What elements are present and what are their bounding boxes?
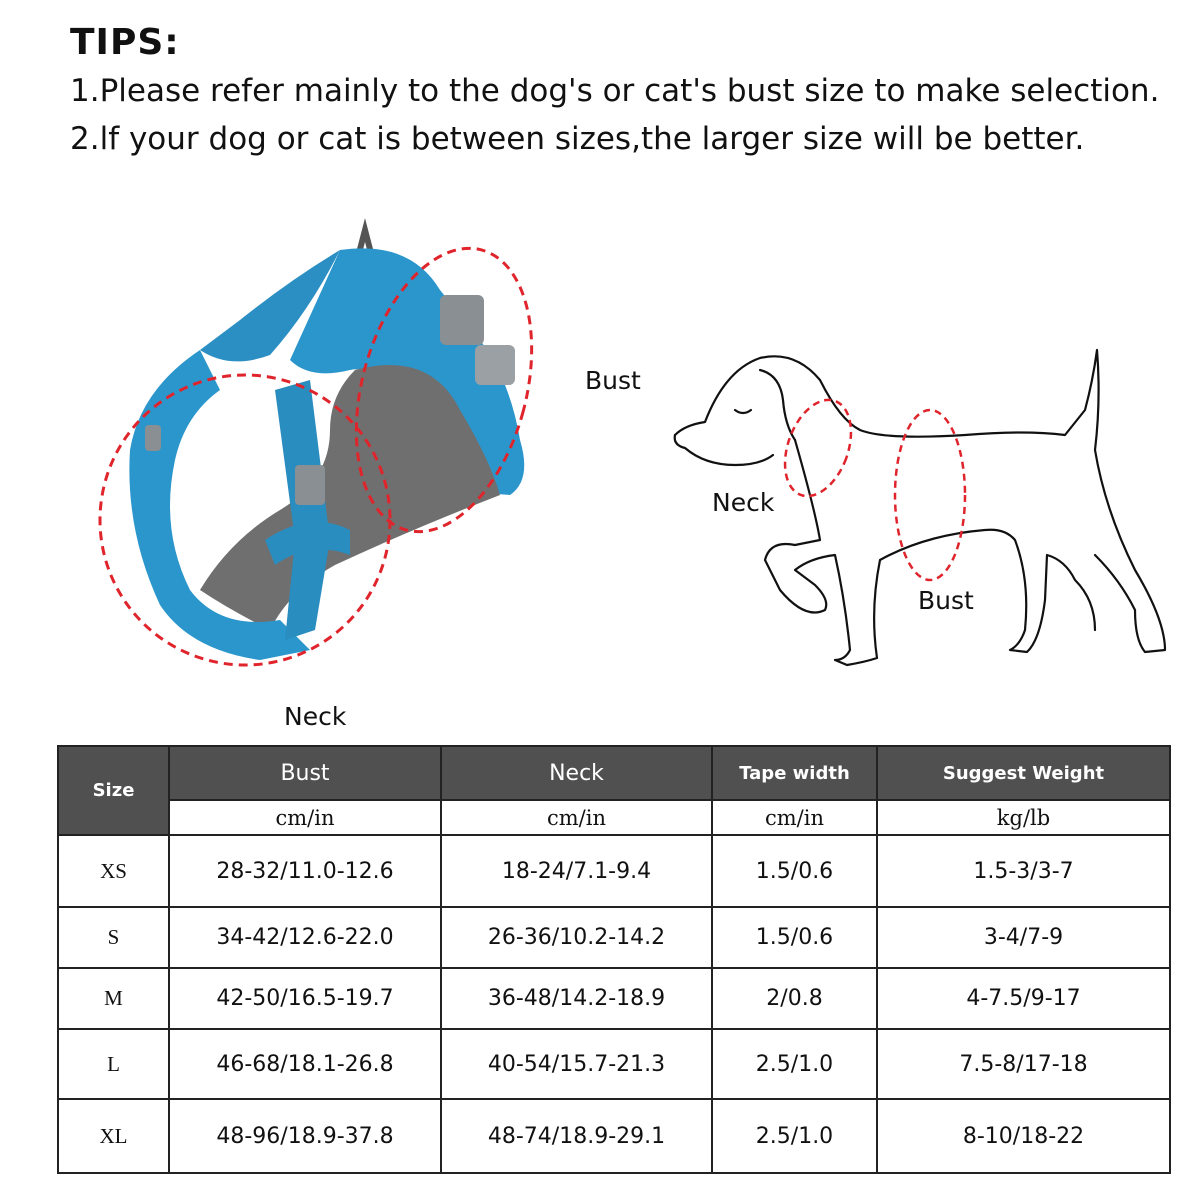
dog-muzzle [675, 435, 773, 465]
row-neck: 26-36/10.2-14.2 [441, 907, 712, 968]
table-row [58, 968, 1170, 1029]
dog-eye [735, 410, 751, 413]
row-neck: 36-48/14.2-18.9 [441, 968, 712, 1029]
table-row [58, 1099, 1170, 1173]
tips-line-1: 1.Please refer mainly to the dog's or cat's bust size to make selection. [70, 73, 1160, 109]
row-size: XL [58, 1099, 169, 1173]
dog-neck-label: Neck [712, 488, 775, 517]
row-tape: 1.5/0.6 [712, 907, 877, 968]
buckle-top [440, 295, 484, 345]
row-bust: 28-32/11.0-12.6 [169, 835, 441, 907]
row-tape: 2.5/1.0 [712, 1029, 877, 1099]
row-weight: 8-10/18-22 [877, 1099, 1170, 1173]
tips-section [70, 22, 1180, 163]
row-weight: 3-4/7-9 [877, 907, 1170, 968]
row-neck: 48-74/18.9-29.1 [441, 1099, 712, 1173]
harness-drawing [80, 210, 580, 690]
header-bust: Bust [169, 746, 441, 800]
header-size: Size [58, 746, 169, 835]
row-weight: 1.5-3/3-7 [877, 835, 1170, 907]
row-weight: 7.5-8/17-18 [877, 1029, 1170, 1099]
dog-ear [760, 370, 795, 440]
header-tape: Tape width [712, 746, 877, 800]
row-bust: 34-42/12.6-22.0 [169, 907, 441, 968]
unit-bust: cm/in [169, 800, 441, 835]
buckle-neck [145, 425, 161, 451]
row-weight: 4-7.5/9-17 [877, 968, 1170, 1029]
dog-neck-marker [773, 391, 864, 505]
table-header-row [58, 746, 1170, 800]
dog-legs-outline [765, 440, 1095, 665]
header-weight: Suggest Weight [877, 746, 1170, 800]
row-bust: 42-50/16.5-19.7 [169, 968, 441, 1029]
buckle-chest [295, 465, 325, 505]
tips-title: TIPS: [70, 22, 180, 63]
buckle-adjust [475, 345, 515, 385]
tips-line-2: 2.lf your dog or cat is between sizes,the larger size will be better. [70, 121, 1085, 157]
row-tape: 2.5/1.0 [712, 1099, 877, 1173]
row-size: L [58, 1029, 169, 1099]
dog-bust-label: Bust [918, 586, 974, 615]
row-bust: 48-96/18.9-37.8 [169, 1099, 441, 1173]
table-row [58, 1029, 1170, 1099]
table-unit-row [58, 800, 1170, 835]
row-tape: 1.5/0.6 [712, 835, 877, 907]
harness-neck-label: Neck [284, 702, 347, 731]
header-neck: Neck [441, 746, 712, 800]
lining [200, 365, 500, 630]
unit-weight: kg/lb [877, 800, 1170, 835]
row-size: XS [58, 835, 169, 907]
size-chart-table [57, 745, 1171, 1174]
table-row [58, 835, 1170, 907]
row-bust: 46-68/18.1-26.8 [169, 1029, 441, 1099]
unit-tape: cm/in [712, 800, 877, 835]
harness-image [80, 210, 580, 690]
unit-neck: cm/in [441, 800, 712, 835]
row-neck: 40-54/15.7-21.3 [441, 1029, 712, 1099]
row-size: M [58, 968, 169, 1029]
table-row [58, 907, 1170, 968]
row-neck: 18-24/7.1-9.4 [441, 835, 712, 907]
row-tape: 2/0.8 [712, 968, 877, 1029]
harness-bust-label: Bust [585, 366, 641, 395]
row-size: S [58, 907, 169, 968]
